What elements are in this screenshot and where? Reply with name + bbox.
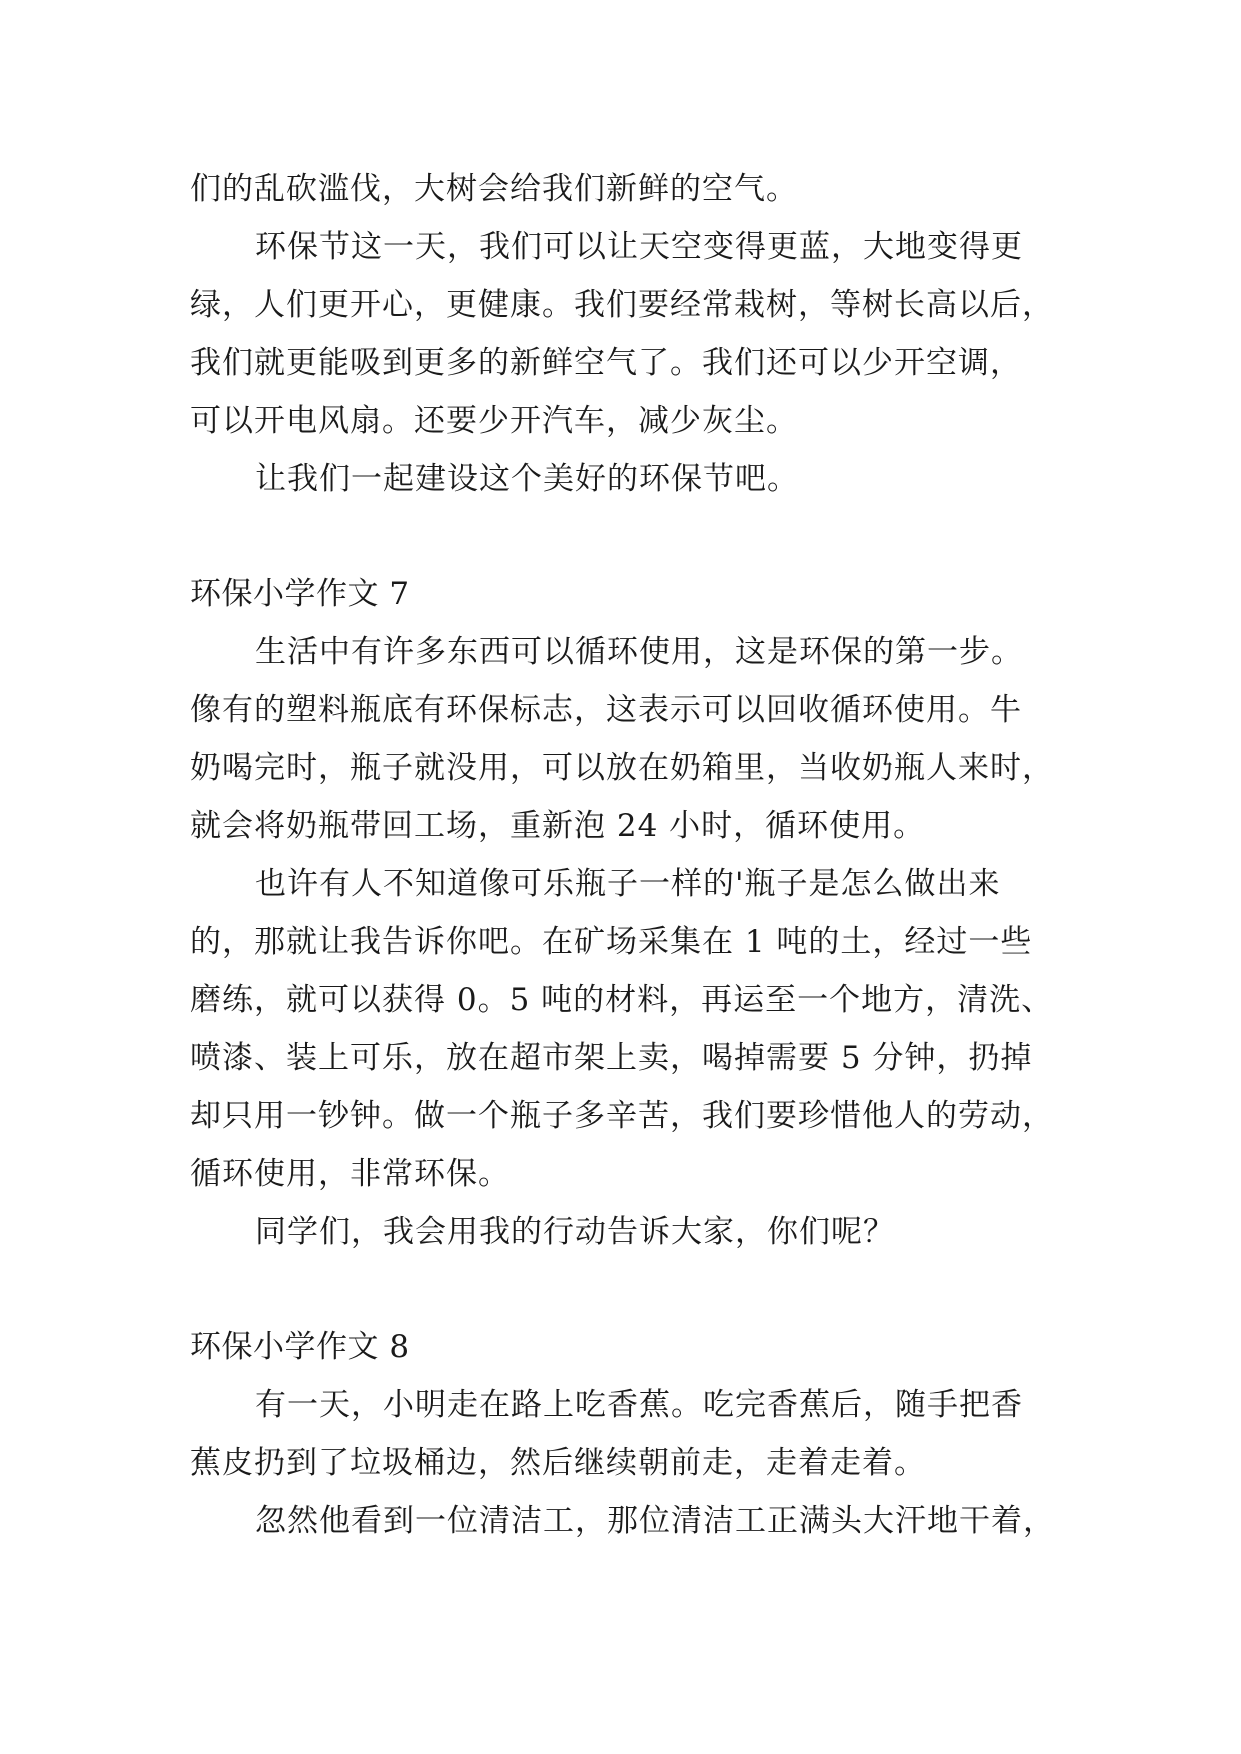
- paragraph-line: 就会将奶瓶带回工场，重新泡 24 小时，循环使用。: [190, 808, 926, 844]
- paragraph-line: 环保节这一天，我们可以让天空变得更蓝，大地变得更: [255, 229, 1023, 265]
- paragraph-line: 我们就更能吸到更多的新鲜空气了。我们还可以少开空调，: [190, 345, 1022, 381]
- paragraph-line: 也许有人不知道像可乐瓶子一样的'瓶子是怎么做出来: [255, 866, 1001, 902]
- paragraph-line: 奶喝完时，瓶子就没用，可以放在奶箱里，当收奶瓶人来时，: [190, 750, 1054, 786]
- paragraph-line: 们的乱砍滥伐，大树会给我们新鲜的空气。: [190, 171, 798, 207]
- paragraph-line: 有一天，小明走在路上吃香蕉。吃完香蕉后，随手把香: [255, 1387, 1023, 1423]
- paragraph-line: 生活中有许多东西可以循环使用，这是环保的第一步。: [255, 634, 1023, 670]
- paragraph-line: 像有的塑料瓶底有环保标志，这表示可以回收循环使用。牛: [190, 692, 1022, 728]
- paragraph-line: 同学们，我会用我的行动告诉大家，你们呢？: [255, 1214, 895, 1250]
- paragraph-line: 忽然他看到一位清洁工，那位清洁工正满头大汗地干着，: [255, 1503, 1055, 1539]
- paragraph-line: 蕉皮扔到了垃圾桶边，然后继续朝前走，走着走着。: [190, 1445, 926, 1481]
- section-heading: 环保小学作文 8: [190, 1329, 410, 1365]
- paragraph-line: 循环使用，非常环保。: [190, 1156, 510, 1192]
- paragraph-line: 的，那就让我告诉你吧。在矿场采集在 1 吨的土，经过一些: [190, 924, 1033, 960]
- paragraph-line: 绿，人们更开心，更健康。我们要经常栽树，等树长高以后，: [190, 287, 1054, 323]
- section-heading: 环保小学作文 7: [190, 576, 410, 612]
- paragraph-line: 磨练，就可以获得 0。5 吨的材料，再运至一个地方，清洗、: [190, 982, 1054, 1018]
- paragraph-line: 喷漆、装上可乐，放在超市架上卖，喝掉需要 5 分钟，扔掉: [190, 1040, 1033, 1076]
- paragraph-line: 却只用一钞钟。做一个瓶子多辛苦，我们要珍惜他人的劳动，: [190, 1098, 1054, 1134]
- paragraph-line: 可以开电风扇。还要少开汽车，减少灰尘。: [190, 403, 798, 439]
- paragraph-line: 让我们一起建设这个美好的环保节吧。: [255, 461, 799, 497]
